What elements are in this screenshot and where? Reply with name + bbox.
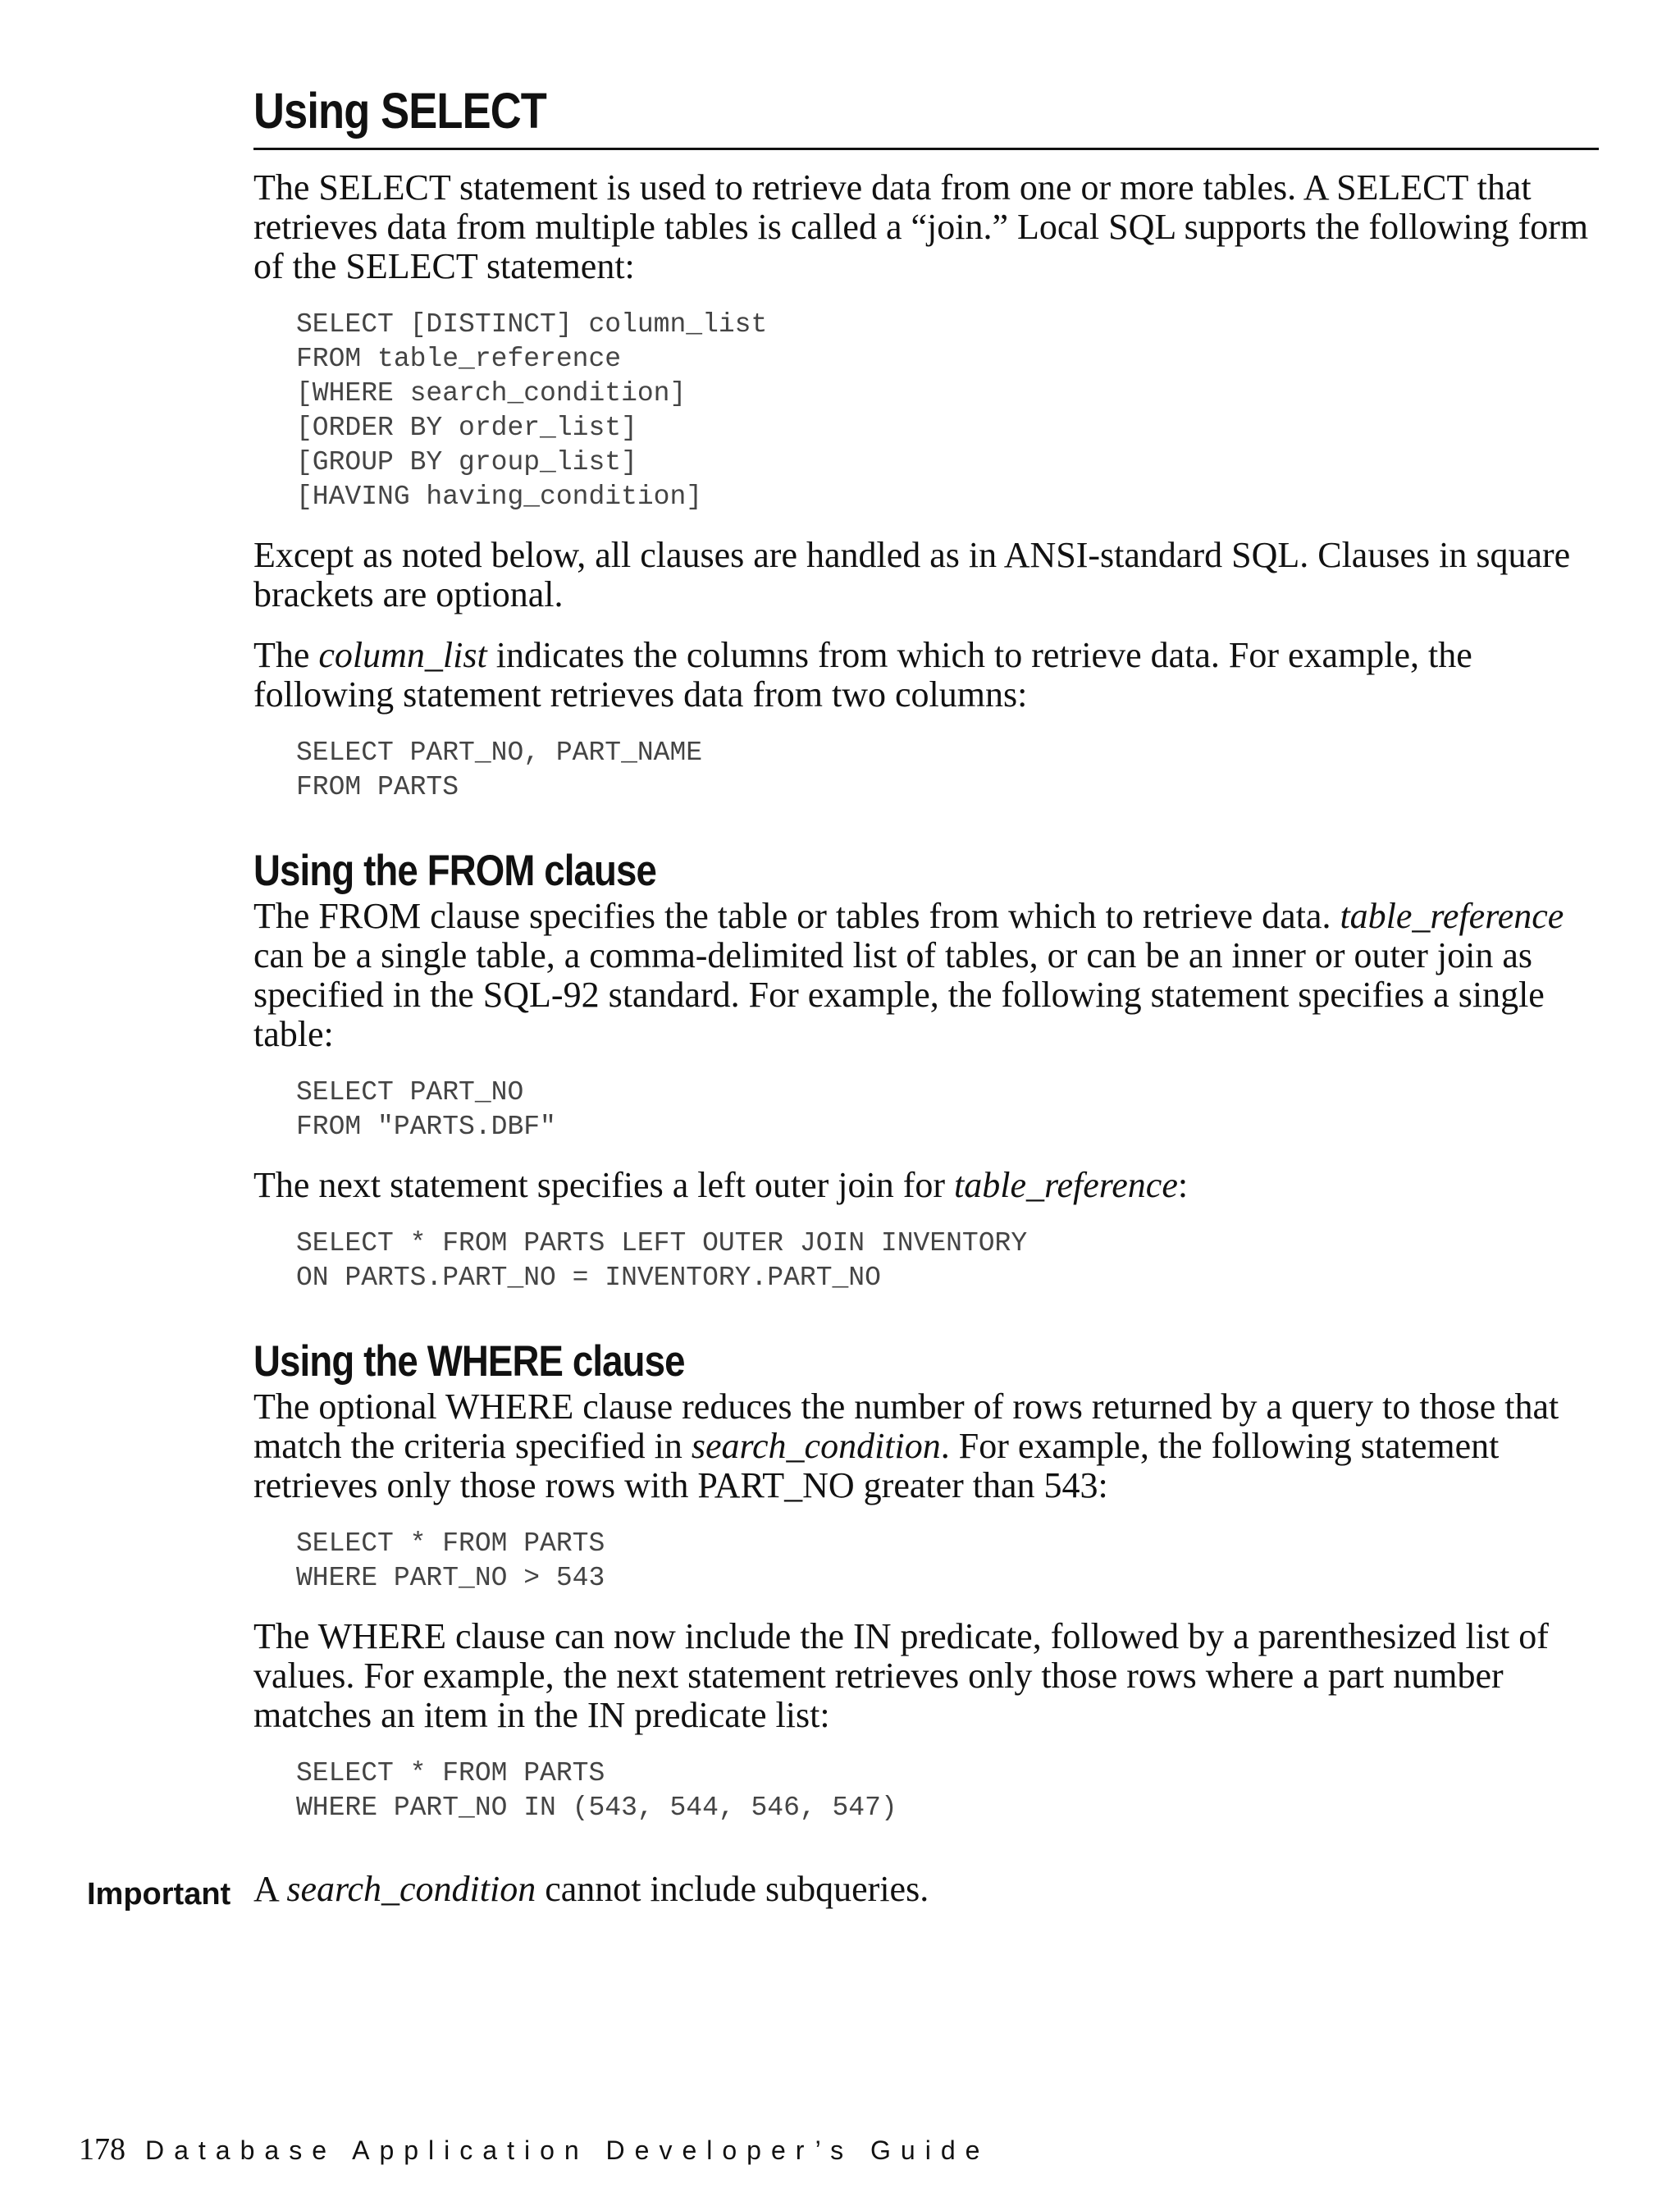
code-in-example: SELECT * FROM PARTS WHERE PART_NO IN (543, 544, 546, 547): [296, 1758, 897, 1823]
book-title: Database Application Developer’s Guide: [145, 2135, 990, 2165]
important-note: [253, 1870, 929, 1909]
text-run: The optional WHERE clause reduces the number of rows returned by a query to those that match the criteria specified in: [253, 1386, 1559, 1466]
text-run: The FROM clause specifies the table or tables from which to retrieve data.: [253, 896, 1340, 936]
section-title: Using SELECT: [253, 83, 546, 139]
text-run: A: [253, 1869, 287, 1909]
text-run: :: [1177, 1165, 1189, 1205]
where-clause-heading: Using the WHERE clause: [253, 1337, 685, 1386]
page-body: [253, 82, 1599, 1825]
code-where-example: SELECT * FROM PARTS WHERE PART_NO > 543: [296, 1528, 605, 1593]
important-label: Important: [87, 1877, 231, 1912]
term-search-condition: search_condition: [691, 1426, 941, 1466]
page-number: 178: [79, 2132, 126, 2167]
text-run: indicates the columns from which to retrieve data. For example, the following statement retrieves data from two columns:: [253, 635, 1472, 715]
text-run: The: [253, 635, 319, 675]
text-run: The next statement specifies a left outer join for: [253, 1165, 955, 1205]
from-clause-paragraph: [253, 897, 1599, 1054]
term-search-condition: search_condition: [286, 1869, 536, 1909]
where-clause-paragraph: [253, 1387, 1599, 1505]
term-table-reference: table_reference: [1340, 896, 1564, 936]
in-predicate-paragraph: The WHERE clause can now include the IN predicate, followed by a parenthesized list of values. For example, the next statement retrieves only those rows where a part number matches an item in the IN predicate list:: [253, 1616, 1549, 1735]
code-select-syntax: SELECT [DISTINCT] column_list FROM table_reference [WHERE search_condition] [ORDER BY order_list] [GROUP BY group_list] [HAVING having_condition]: [296, 309, 768, 512]
text-run: can be a single table, a comma-delimited list of tables, or can be an inner or outer join as specified in the SQL-92 standard. For example, the following statement specifies a single table:: [253, 935, 1545, 1054]
text-run: . For example, the following statement retrieves only those rows with PART_NO greater than 543:: [253, 1426, 1500, 1505]
from-clause-heading: Using the FROM clause: [253, 847, 657, 895]
text-run: cannot include subqueries.: [536, 1869, 929, 1909]
join-paragraph: [253, 1166, 1599, 1205]
code-columns-example: SELECT PART_NO, PART_NAME FROM PARTS: [296, 738, 703, 802]
clauses-note-paragraph: Except as noted below, all clauses are handled as in ANSI-standard SQL. Clauses in square brackets are optional.: [253, 535, 1571, 614]
term-table-reference: table_reference: [954, 1165, 1178, 1205]
column-list-paragraph: [253, 636, 1599, 715]
term-column-list: column_list: [318, 635, 487, 675]
code-from-example: SELECT PART_NO FROM "PARTS.DBF": [296, 1077, 556, 1142]
intro-paragraph: The SELECT statement is used to retrieve data from one or more tables. A SELECT that retrieves data from multiple tables is called a “join.” Local SQL supports the following form of the SELECT statement:: [253, 167, 1589, 286]
page-footer: [79, 2130, 989, 2170]
code-join-example: SELECT * FROM PARTS LEFT OUTER JOIN INVENTORY ON PARTS.PART_NO = INVENTORY.PART_NO: [296, 1228, 1028, 1293]
section-title-rule: [253, 82, 1599, 150]
